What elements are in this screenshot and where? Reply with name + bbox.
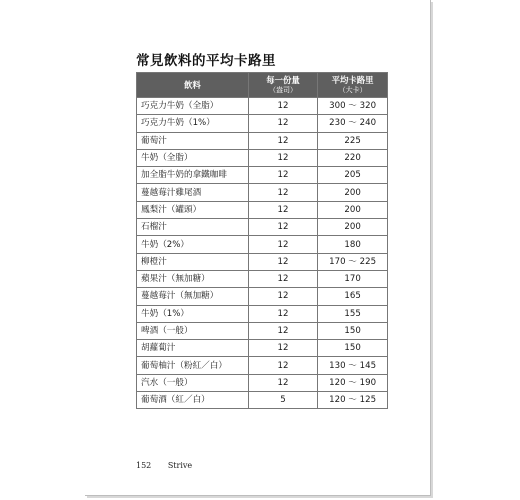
cell-calories: 200 <box>318 201 388 218</box>
cell-drink: 蘋果汁（無加糖） <box>137 270 249 287</box>
table-body <box>137 98 388 409</box>
table-row <box>137 253 388 270</box>
cell-serving: 5 <box>248 392 317 409</box>
cell-drink: 柳橙汁 <box>137 253 249 270</box>
header-serving <box>248 73 317 98</box>
cell-drink: 葡萄酒（紅／白） <box>137 392 249 409</box>
cell-serving: 12 <box>248 167 317 184</box>
cell-serving: 12 <box>248 219 317 236</box>
cell-serving: 12 <box>248 98 317 115</box>
cell-calories: 120 ～ 125 <box>318 392 388 409</box>
cell-calories: 200 <box>318 184 388 201</box>
cell-drink: 葡萄柚汁（粉紅／白） <box>137 357 249 374</box>
cell-serving: 12 <box>248 201 317 218</box>
cell-drink: 牛奶（全脂） <box>137 149 249 166</box>
cell-calories: 230 ～ 240 <box>318 115 388 132</box>
cell-calories: 200 <box>318 219 388 236</box>
header-serving-label: 每一份量 <box>266 75 300 85</box>
book-page <box>85 0 431 496</box>
table-row <box>137 98 388 115</box>
cell-calories: 220 <box>318 149 388 166</box>
cell-calories: 150 <box>318 340 388 357</box>
table-row <box>137 305 388 322</box>
cell-serving: 12 <box>248 288 317 305</box>
cell-drink: 牛奶（1%） <box>137 305 249 322</box>
cell-drink: 胡蘿蔔汁 <box>137 340 249 357</box>
cell-drink: 巧克力牛奶（1%） <box>137 115 249 132</box>
page-number: 152 <box>136 461 152 470</box>
cell-calories: 170 ～ 225 <box>318 253 388 270</box>
header-calories-unit: （大卡） <box>338 86 367 94</box>
cell-drink: 加全脂牛奶的拿鐵咖啡 <box>137 167 249 184</box>
cell-drink: 葡萄汁 <box>137 132 249 149</box>
cell-drink: 蔓越莓汁（無加糖） <box>137 288 249 305</box>
cell-drink: 巧克力牛奶（全脂） <box>137 98 249 115</box>
cell-drink: 蔓越莓汁雞尾酒 <box>137 184 249 201</box>
table-row <box>137 236 388 253</box>
table-row <box>137 270 388 287</box>
cell-calories: 150 <box>318 322 388 339</box>
table-row <box>137 184 388 201</box>
table-row <box>137 219 388 236</box>
cell-serving: 12 <box>248 322 317 339</box>
cell-serving: 12 <box>248 236 317 253</box>
table-row <box>137 392 388 409</box>
cell-drink: 啤酒（一般） <box>137 322 249 339</box>
header-calories <box>318 73 388 98</box>
table-row <box>137 288 388 305</box>
cell-calories: 165 <box>318 288 388 305</box>
table-row <box>137 132 388 149</box>
header-drink <box>137 73 249 98</box>
cell-serving: 12 <box>248 305 317 322</box>
cell-serving: 12 <box>248 149 317 166</box>
cell-calories: 205 <box>318 167 388 184</box>
cell-drink: 牛奶（2%） <box>137 236 249 253</box>
table-row <box>137 201 388 218</box>
cell-drink: 石榴汁 <box>137 219 249 236</box>
header-drink-label: 飲料 <box>184 80 201 90</box>
cell-serving: 12 <box>248 253 317 270</box>
cell-serving: 12 <box>248 340 317 357</box>
cell-calories: 170 <box>318 270 388 287</box>
table-row <box>137 149 388 166</box>
cell-calories: 120 ～ 190 <box>318 374 388 391</box>
cell-calories: 180 <box>318 236 388 253</box>
page-footer <box>136 461 206 470</box>
table-header-row <box>137 73 388 98</box>
header-serving-unit: （盎司） <box>269 86 297 94</box>
table-row <box>137 322 388 339</box>
table-row <box>137 374 388 391</box>
cell-serving: 12 <box>248 357 317 374</box>
book-title: Strive <box>167 461 193 470</box>
cell-serving: 12 <box>248 270 317 287</box>
cell-calories: 225 <box>318 132 388 149</box>
cell-serving: 12 <box>248 374 317 391</box>
table-row <box>137 357 388 374</box>
header-calories-label: 平均卡路里 <box>331 75 374 85</box>
cell-calories: 130 ～ 145 <box>318 357 388 374</box>
cell-calories: 300 ～ 320 <box>318 98 388 115</box>
cell-serving: 12 <box>248 132 317 149</box>
cell-serving: 12 <box>248 184 317 201</box>
table-row <box>137 340 388 357</box>
cell-serving: 12 <box>248 115 317 132</box>
calorie-table <box>136 72 388 409</box>
cell-drink: 汽水（一般） <box>137 374 249 391</box>
table-row <box>137 167 388 184</box>
page-title: 常見飲料的平均卡路里 <box>136 53 276 69</box>
cell-calories: 155 <box>318 305 388 322</box>
cell-drink: 鳳梨汁（罐頭） <box>137 201 249 218</box>
table-row <box>137 115 388 132</box>
